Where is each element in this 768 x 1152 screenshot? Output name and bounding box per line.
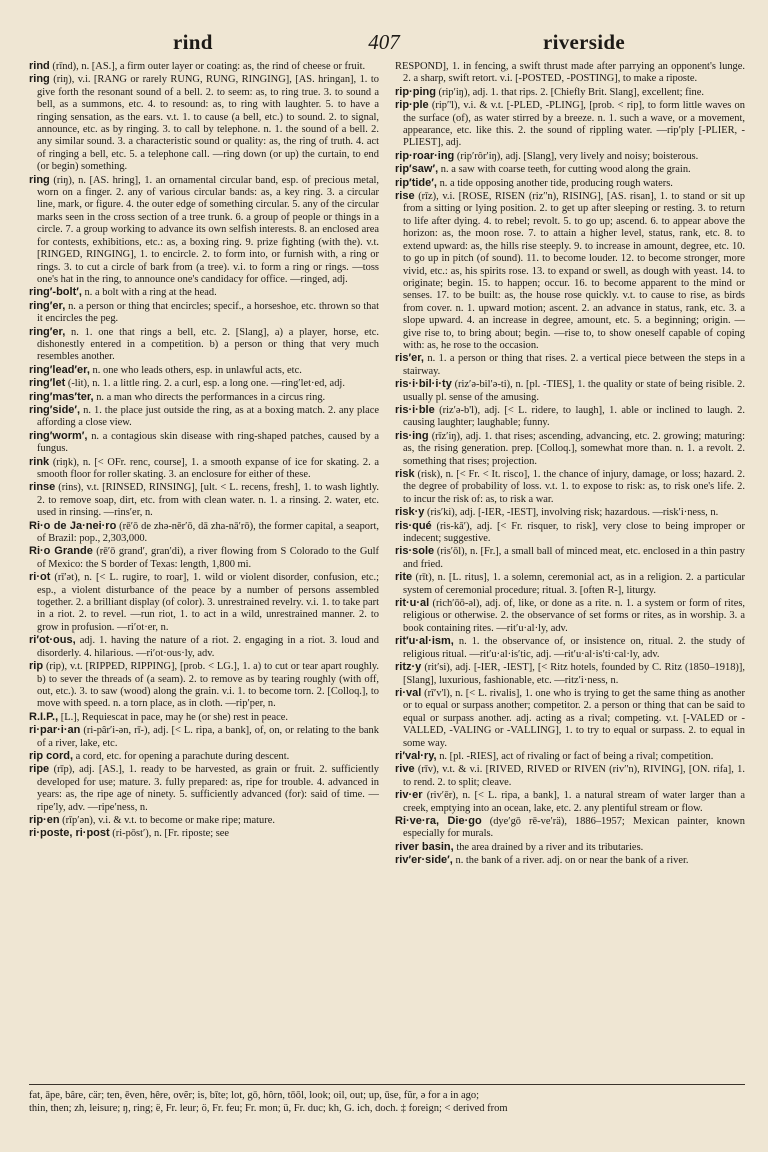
entry-headword: rip cord, [29, 749, 74, 762]
entry-definition: n. 1. the place just outside the ring, as at a boxing match. 2. any place affording a close view. [37, 404, 379, 429]
entry-headword: rip [29, 660, 44, 673]
entry-headword: Ri·o de Ja·nei·ro [29, 519, 117, 532]
dictionary-entry [29, 724, 379, 750]
dictionary-entry [395, 750, 745, 763]
entry-definition: (rip′'l), v.i. & v.t. [-PLED, -PLING], [prob. < rip], to form little waves on the surface (of), as water stirred by a breeze. n. 1. such a wave, or a movement, appearance, etc. like this. 2. the sound of rippling water. —rip′ply [-PLIER, -PLIEST], adj. [403, 100, 745, 149]
entry-headword: rip′tide′, [395, 176, 437, 189]
left-column [29, 60, 379, 1082]
dictionary-entry [29, 750, 379, 763]
entry-definition: (dye′gō rē-ve′rä), 1886–1957; Mexican painter, known especially for murals. [403, 815, 745, 840]
entry-definition: (rīz), v.i. [ROSE, RISEN (riz′'n), RISING], [AS. risan], 1. to stand or sit up from a sitting or lying position. 2. to get up after sleeping or resting. 3. to return to life after dying. 4. to rebel; revolt. 5. to go up; ascend. 6. to appear above the horizon: as, the moon rose. 7. to attain a higher level, status, rank, etc. 8. to extend upward: as, the hills rise steeply. 9. to increase in amount, degree, etc. 10. to go up in pitch (of sound). 11. to become louder. 12. to become stronger, more vivid, etc.: as, his spirits rose. 13. to expand or swell, as dough with yeast. 14. to originate; begin. 15. to happen; occur. 16. to become apparent to the mind or senses. 17. to be built: as, the house rose quickly. v.t. to cause to rise, as birds from cover. n. 1. upward motion; ascent. 2. an advance in status, rank, etc. 3. a slope upward. 4. an increase in degree, amount, etc. 5. a beginning; origin. —give rise to, to bring about; begin. —rise to, to show oneself capable of coping with: as, he rose to the occasion. [403, 191, 745, 351]
entry-headword: river basin, [395, 840, 454, 853]
entry-headword: rite [395, 571, 413, 584]
dictionary-entry [395, 506, 745, 519]
entry-definition: (rīz′iŋ), adj. 1. that rises; ascending, advancing, etc. 2. growing; maturing: as, the rising generation. prep. [Colloq.], somewhat more than. n. 1. a revolt. 2. something that rises; projection. [403, 430, 745, 467]
entry-definition: (rit′si), adj. [-IER, -IEST], [< Ritz hotels, founded by C. Ritz (1850–1918)], [Slang], luxurious, fashionable, etc. —ritz′i·ness, n. [403, 662, 745, 686]
entry-headword: ris′er, [395, 352, 424, 365]
entry-definition: (rins), v.t. [RINSED, RINSING], [ult. < L. recens, fresh], 1. to wash lightly. 2. to remove soap, dirt, etc. from with clean water. n. 1. a rinsing. 2. water, etc. used in rinsing. —rins′er, n. [37, 482, 379, 519]
dictionary-entry [395, 404, 745, 430]
dictionary-entry [395, 177, 745, 190]
entry-definition: n. 1. one that rings a bell, etc. 2. [Slang], a) a player, horse, etc. dishonestly entered in a competition. b) a person or thing that very much resembles another. [37, 326, 379, 363]
dictionary-entry [395, 86, 745, 99]
dictionary-entry [395, 763, 745, 789]
entry-definition: n. a bolt with a ring at the head. [81, 287, 217, 299]
dictionary-entry [29, 377, 379, 390]
entry-definition: n. 1. the observance of, or insistence on, ritual. 2. the study of religious ritual. —rit′u·al·is′tic, adj. —rit′u·al·is′ti·cal·ly, adv. [403, 636, 745, 660]
entry-headword: ris·qué [395, 519, 432, 532]
entry-definition: (ri-pâr′i-ən, rī-), adj. [< L. ripa, a bank], of, on, or relating to the bank of a river, lake, etc. [37, 725, 379, 749]
entry-headword: risk·y [395, 506, 425, 519]
entry-definition: n. a tide opposing another tide, producing rough waters. [436, 177, 673, 189]
entry-definition: n. a contagious skin disease with ring-shaped patches, caused by a fungus. [37, 430, 379, 455]
entry-definition: (rip′iŋ), adj. 1. that rips. 2. [Chiefly Brit. Slang], excellent; fine. [435, 86, 704, 98]
entry-headword: ring′er, [29, 325, 66, 338]
entry-definition: (rip′rôr′iŋ), adj. [Slang], very lively and noisy; boisterous. [454, 150, 699, 162]
entry-columns [29, 60, 745, 1082]
entry-headword: rip·ping [395, 85, 436, 98]
entry-definition: n. a person or thing that encircles; specif., a horseshoe, etc. thrown so that it encircles the peg. [37, 300, 379, 325]
dictionary-entry [29, 300, 379, 326]
entry-definition: (ris′ōl), n. [Fr.], a small ball of minced meat, etc. enclosed in a thin pastry and fried. [403, 546, 745, 570]
entry-headword: rind [29, 60, 50, 72]
entry-headword: ripe [29, 763, 50, 776]
entry-headword: rise [395, 190, 415, 203]
entry-definition: n. one who leads others, esp. in unlawful acts, etc. [89, 364, 302, 376]
entry-definition: (-lit), n. 1. a little ring. 2. a curl, esp. a long one. —ring′let·ed, adj. [65, 378, 345, 390]
dictionary-entry [395, 60, 745, 86]
entry-headword: riv·er [395, 789, 423, 802]
entry-definition: (ris′ki), adj. [-IER, -IEST], involving risk; hazardous. —risk′i·ness, n. [424, 507, 719, 519]
entry-headword: rit′u·al·ism, [395, 635, 454, 648]
entry-definition: (rī′v'l), n. [< L. rivalis], 1. one who is trying to get the same thing as another or to equal or surpass another; competitor. 2. a person or thing that can be said to equal or surpass another. adj. acting as a rival; competing. v.t. [-VALED or -VALLED, -VALING or -VALLING], 1. to try to equal or surpass. 2. to equal in some way. [403, 687, 745, 749]
dictionary-entry [395, 635, 745, 661]
entry-headword: ring′-bolt′, [29, 286, 82, 299]
entry-definition: (riv′ēr), n. [< L. ripa, a bank], 1. a natural stream of water larger than a creek, emptying into an ocean, lake, etc. 2. any plentiful stream or flow. [403, 790, 745, 814]
entry-headword: Ri·ve·ra, Die·go [395, 814, 482, 827]
entry-headword: ri·poste, ri·post [29, 827, 110, 840]
entry-headword: ring [29, 173, 50, 186]
dictionary-entry [395, 99, 745, 150]
entry-definition: (ri-pōst′), n. [Fr. riposte; see [109, 828, 230, 840]
entry-headword: rit·u·al [395, 597, 430, 610]
entry-definition: RESPOND], 1. in fencing, a swift thrust made after parrying an opponent's lunge. 2. a sharp, swift retort. v.i. [-POSTED, -POSTING], to make a riposte. [395, 61, 745, 85]
entry-headword: ring′side′, [29, 403, 81, 416]
dictionary-entry [395, 520, 745, 546]
entry-headword: ring′mas′ter, [29, 390, 94, 403]
entry-headword: ring [29, 73, 50, 86]
entry-headword: risk [395, 468, 415, 480]
page-number: 407 [368, 30, 400, 54]
entry-definition: (rīt), n. [L. ritus], 1. a solemn, ceremonial act, as in a religion. 2. a particular system of ceremonial procedure; ritual. 3. [often R-], liturgy. [403, 572, 745, 596]
entry-definition: n. a man who directs the performances in a circus ring. [93, 391, 326, 403]
entry-definition: (rīnd), n. [AS.], a firm outer layer or coating: as, the rind of cheese or fruit. [49, 61, 366, 72]
dictionary-entry [29, 60, 379, 73]
entry-headword: ring′lead′er, [29, 363, 90, 376]
entry-headword: rip·en [29, 813, 60, 826]
entry-headword: ri′val·ry, [395, 749, 437, 762]
dictionary-entry [29, 634, 379, 660]
dictionary-entry [29, 364, 379, 377]
dictionary-entry [29, 520, 379, 546]
dictionary-entry [29, 404, 379, 430]
entry-headword: riv′er·side′, [395, 854, 453, 867]
guide-word-left: rind [173, 30, 213, 54]
dictionary-entry [395, 687, 745, 750]
dictionary-entry [29, 286, 379, 299]
entry-definition: [L.], Requiescat in pace, may he (or she) rest in peace. [58, 711, 288, 723]
dictionary-entry [29, 174, 379, 287]
entry-definition: (riŋ), v.i. [RANG or rarely RUNG, RUNG, RINGING], [AS. hringan], 1. to give forth the resonant sound of a bell. 2. to seem: as, to ring true. 3. to sound a bell, as a summons, etc. 4. to resound: as, to ring with laughter. 5. to have a ringing sensation, as the ears. v.t. 1. to cause (a bell, etc.) to sound. 2. to signal, announce, etc. as by ringing. 3. to call by telephone. n. 1. the sound of a bell. 2. any similar sound. 3. a characteristic sound or quality: as, the ring of truth. 4. act of ringing a bell, etc. 5. a telephone call. —ring down (or up) the curtain, to end (or begin) something. [37, 74, 379, 173]
right-column [395, 60, 745, 1082]
entry-headword: ris·sole [395, 545, 435, 558]
entry-headword: ris·i·bil·i·ty [395, 378, 452, 391]
dictionary-entry [395, 597, 745, 635]
dictionary-entry [29, 571, 379, 634]
footer-rule [29, 1084, 745, 1085]
dictionary-entry [395, 854, 745, 867]
entry-headword: ri·par·i·an [29, 724, 81, 737]
entry-headword: ri·val [395, 686, 422, 699]
entry-headword: ris·ing [395, 429, 429, 442]
pronunciation-key-line-2: thin, then; zh, leisure; ŋ, ring; ë, Fr. leur; ö, Fr. feu; Fr. mon; ü, Fr. duc; kh, G. ich, doch. ‡ foreign; < derived from [29, 1103, 508, 1114]
dictionary-entry [29, 827, 379, 840]
dictionary-entry [395, 545, 745, 571]
entry-definition: (riŋk), n. [< OFr. renc, course], 1. a smooth expanse of ice for skating. 2. a smooth floor for roller skating. 3. an enclosure for either of these. [37, 456, 379, 480]
dictionary-entry [29, 763, 379, 814]
dictionary-entry [395, 163, 745, 176]
dictionary-entry [29, 73, 379, 173]
entry-headword: rip·roar·ing [395, 149, 455, 162]
entry-definition: (rī′ət), n. [< L. rugire, to roar], 1. wild or violent disorder, confusion, etc.; esp., a violent disturbance of the peace by a number of persons assembled together. 2. a brilliant display (of color). 3. unrestrained revelry. v.i. 1. to take part in a riot. 2. to revel. —run riot, 1. to act in a wild, unrestrained manner. 2. to grow in profusion. —ri′ot·er, n. [37, 572, 379, 633]
entry-definition: n. [pl. -RIES], act of rivaling or fact of being a rival; competition. [436, 750, 714, 762]
dictionary-entry [29, 814, 379, 827]
entry-definition: (riz′ə-b'l), adj. [< L. ridere, to laugh], 1. able or inclined to laugh. 2. causing laughter; laughable; funny. [403, 404, 745, 429]
entry-definition: (ris-kā′), adj. [< Fr. risquer, to risk], very close to being improper or indecent; suggestive. [403, 520, 745, 545]
entry-definition: n. the bank of a river. adj. on or near the bank of a river. [452, 855, 689, 867]
dictionary-entry [395, 841, 745, 854]
dictionary-entry [29, 430, 379, 456]
entry-definition: the area drained by a river and its tributaries. [453, 841, 644, 853]
entry-headword: ri·ot [29, 571, 51, 584]
pronunciation-key [29, 1089, 745, 1115]
dictionary-entry [29, 545, 379, 571]
dictionary-entry [395, 150, 745, 163]
entry-headword: R.I.P., [29, 710, 59, 723]
entry-definition: n. 1. a person or thing that rises. 2. a vertical piece between the steps in a stairway. [403, 353, 745, 377]
dictionary-entry [29, 481, 379, 519]
dictionary-entry [29, 391, 379, 404]
dictionary-entry [395, 352, 745, 378]
dictionary-entry [395, 815, 745, 841]
dictionary-entry [29, 711, 379, 724]
entry-definition: adj. 1. having the nature of a riot. 2. engaging in a riot. 3. loud and disorderly. 4. hilarious. —ri′ot·ous·ly, adv. [37, 635, 379, 659]
entry-headword: ri′ot·ous, [29, 634, 76, 647]
entry-headword: ring′worm′, [29, 429, 88, 442]
entry-headword: Ri·o Grande [29, 545, 93, 558]
dictionary-entry [395, 661, 745, 687]
entry-definition: a cord, etc. for opening a parachute during descent. [73, 750, 290, 762]
dictionary-entry [29, 326, 379, 364]
page-header [58, 26, 710, 60]
dictionary-entry [29, 660, 379, 711]
entry-definition: (rīp), adj. [AS.], 1. ready to be harvested, as grain or fruit. 2. sufficiently developed for use; mature. 3. fully prepared: as, ripe for trouble. 4. advanced in years: as, the ripe age of ninety. 5. sufficiently advanced (for): said of time. —ripe′ly, adv. —ripe′ness, n. [37, 764, 379, 813]
dictionary-entry [395, 571, 745, 597]
entry-definition: (rīp′ən), v.i. & v.t. to become or make ripe; mature. [59, 814, 275, 826]
entry-headword: rip′saw′, [395, 163, 439, 176]
entry-headword: ritz·y [395, 661, 422, 674]
entry-headword: rive [395, 763, 415, 776]
entry-definition: (rē′ō grand′, gran′di), a river flowing from S Colorado to the Gulf of Mexico: the S border of Texas: length, 1,800 mi. [37, 546, 379, 570]
entry-headword: rinse [29, 481, 56, 494]
dictionary-entry [395, 468, 745, 506]
entry-headword: rink [29, 455, 50, 468]
dictionary-entry [395, 789, 745, 815]
entry-headword: rip·ple [395, 99, 429, 112]
entry-headword: ring′let [29, 377, 66, 390]
entry-headword: ris·i·ble [395, 403, 435, 416]
guide-word-right: riverside [542, 30, 625, 54]
dictionary-entry [395, 190, 745, 352]
entry-definition: (rīv), v.t. & v.i. [RIVED, RIVED or RIVEN (riv′'n), RIVING], [ON. rifa], 1. to rend. 2. to split; cleave. [403, 764, 745, 788]
dictionary-entry [395, 378, 745, 404]
dictionary-entry [395, 430, 745, 468]
entry-definition: (risk), n. [< Fr. < It. risco], 1. the chance of injury, damage, or loss; hazard. 2. the degree of probability of loss. v.t. 1. to expose to risk: as, to risk one's life. 2. to incur the risk of: as, to risk a war. [403, 469, 745, 505]
entry-headword: ring′er, [29, 299, 66, 312]
entry-definition: (rē′ō de zhə-nēr′ō, dā zha-nā′rō), the former capital, a seaport, of Brazil: pop., 2,303,000. [37, 520, 379, 545]
entry-definition: (rip), v.t. [RIPPED, RIPPING], [prob. < LG.], 1. a) to cut or tear apart roughly. b) to sever the threads of (a seam). 2. to remove as by tearing roughly (with off, out, etc.). 3. to saw (wood) along the grain. v.i. 1. to become torn. 2. [Colloq.], to move with speed. n. a torn place, as in cloth. —rip′per, n. [37, 661, 379, 710]
entry-definition: n. a saw with coarse teeth, for cutting wood along the grain. [438, 164, 691, 176]
entry-definition: (riz′ə-bil′ə-ti), n. [pl. -TIES], 1. the quality or state of being risible. 2. usually pl. sense of the amusing. [403, 379, 745, 403]
entry-definition: (rich′ōō-əl), adj. of, like, or done as a rite. n. 1. a system or form of rites, religious or otherwise. 2. the observance of set forms or rites, as in worship. 3. a book containing rites. —rit′u·al·ly, adv. [403, 598, 745, 634]
entry-definition: (riŋ), n. [AS. hring], 1. an ornamental circular band, esp. of precious metal, worn on a finger. 2. any of various circular bands: as, a key ring. 3. a circular line, mark, or figure. 4. the outer edge of something circular. 5. any of the circular marks seen in the cross section of a tree trunk. 6. a group of people or things in a circle. 7. a group working to advance its own selfish interests. 8. an enclosed area for contests, exhibitions, etc.: as, a boxing ring. 9. prize fighting (with the). v.t. [RINGED, RINGING], 1. to encircle. 2. to form into, or furnish with, a ring or rings. 3. to cut a circle of bark from (a tree). v.i. to form a ring or rings. —toss one's hat in the ring, to announce one's candidacy for office. —ringed, adj. [37, 174, 379, 285]
dictionary-entry [29, 456, 379, 482]
pronunciation-key-line-1: fat, āpe, bâre, cär; ten, ēven, hêre, ovẽr; is, bīte; lot, gō, hôrn, tōōl, look; oil, out; up, ūse, fũr, ə for a in ago; [29, 1090, 480, 1101]
